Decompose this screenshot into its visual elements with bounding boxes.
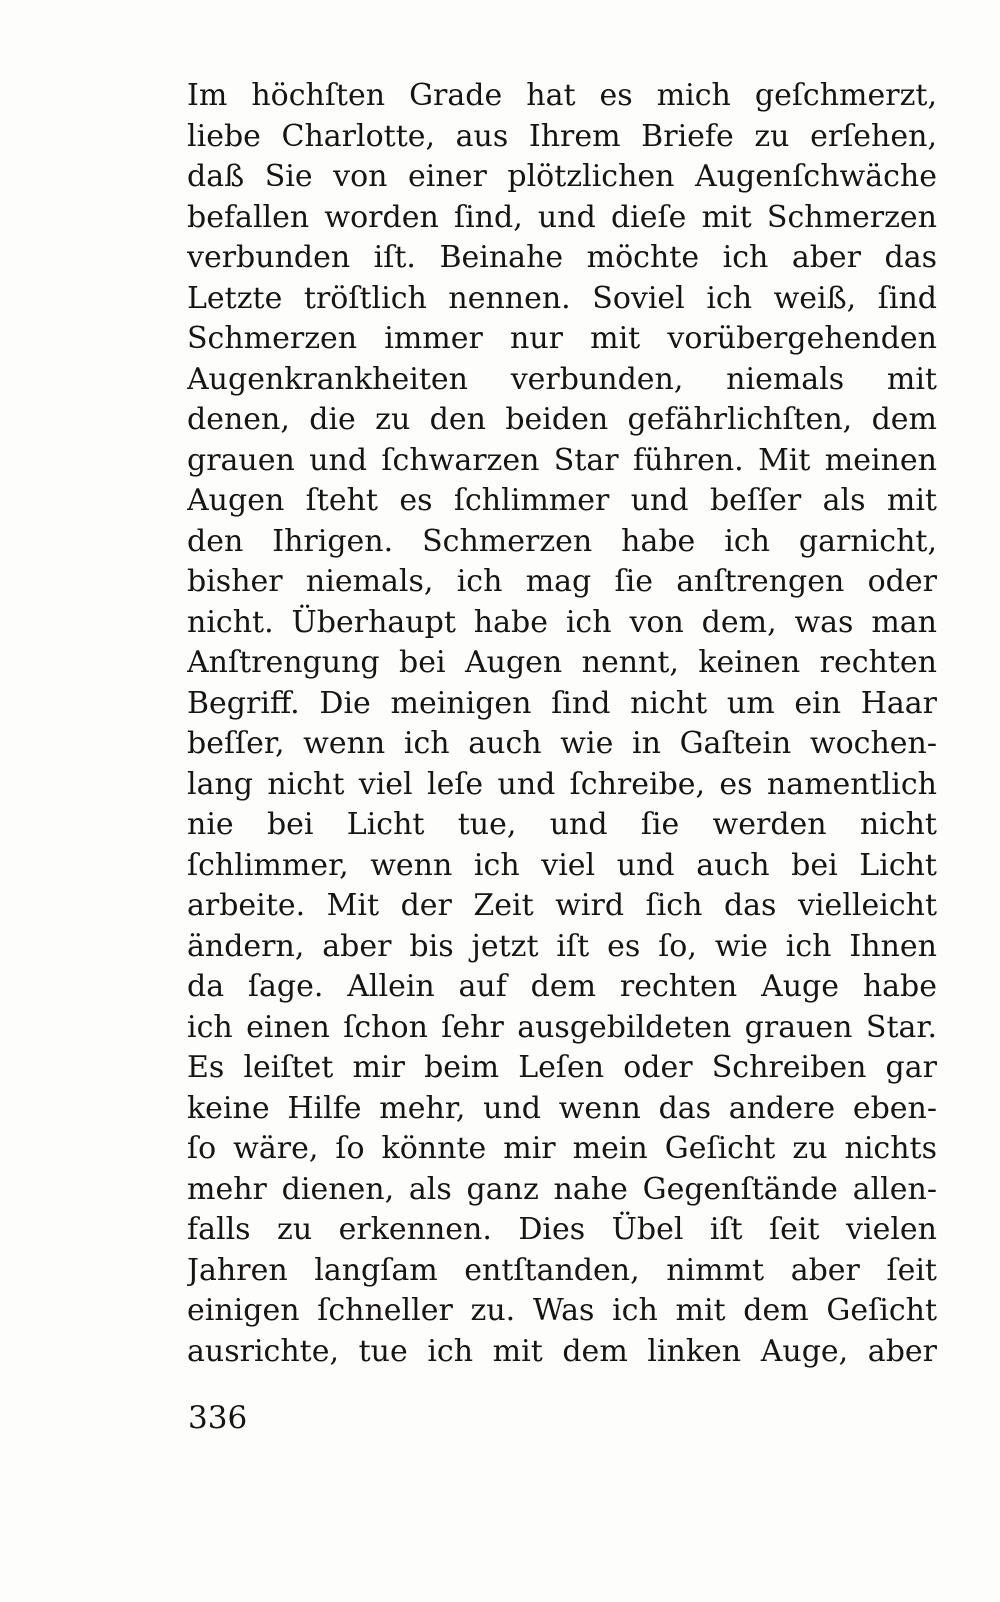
text-line: einigen ſchneller zu. Was ich mit dem Geſicht <box>187 1293 937 1328</box>
page-number: 336 <box>188 1400 248 1436</box>
text-line: nie bei Licht tue, und ſie werden nicht <box>187 807 937 842</box>
text-line: ich einen ſchon ſehr ausgebildeten grauen Star. <box>187 1009 937 1045</box>
text-line: befallen worden ſind, und dieſe mit Schmerzen <box>187 199 937 235</box>
text-line: verbunden iſt. Beinahe möchte ich aber das <box>187 240 937 275</box>
text-line: Letzte tröſtlich nennen. Soviel ich weiß, ſind <box>187 280 937 316</box>
text-line: Augenkrankheiten verbunden, niemals mit <box>187 361 937 397</box>
text-line: ändern, aber bis jetzt iſt es ſo, wie ich Ihnen <box>187 928 937 964</box>
letter-text-block <box>187 76 937 1372</box>
text-line: grauen und ſchwarzen Star führen. Mit meinen <box>187 442 937 478</box>
text-line: ſo wäre, ſo könnte mir mein Geſicht zu nichts <box>187 1131 937 1166</box>
text-line: Augen ſteht es ſchlimmer und beſſer als mit <box>187 483 937 518</box>
text-line: Jahren langſam entſtanden, nimmt aber ſeit <box>187 1252 937 1288</box>
text-line: Begriff. Die meinigen ſind nicht um ein Haar <box>187 685 937 721</box>
text-line: den Ihrigen. Schmerzen habe ich garnicht, <box>187 523 937 559</box>
text-line: Es leiſtet mir beim Leſen oder Schreiben gar <box>187 1050 937 1085</box>
text-line: mehr dienen, als ganz nahe Gegenſtände allen- <box>187 1171 937 1207</box>
text-line: beſſer, wenn ich auch wie in Gaſtein wochen- <box>187 726 937 761</box>
text-line: bisher niemals, ich mag ſie anſtrengen oder <box>187 564 937 599</box>
text-line: ausrichte, tue ich mit dem linken Auge, aber <box>187 1333 937 1369</box>
text-line: denen, die zu den beiden gefährlichſten, dem <box>187 402 937 437</box>
text-line: arbeite. Mit der Zeit wird ſich das vielleicht <box>187 888 937 923</box>
text-line: falls zu erkennen. Dies Übel iſt ſeit vielen <box>187 1212 937 1247</box>
text-line: keine Hilfe mehr, und wenn das andere eben- <box>187 1090 937 1126</box>
text-line: nicht. Überhaupt habe ich von dem, was man <box>187 604 937 640</box>
text-line: Schmerzen immer nur mit vorübergehenden <box>187 321 937 356</box>
text-line: Im höchſten Grade hat es mich geſchmerzt, <box>187 78 937 113</box>
text-line: daß Sie von einer plötzlichen Augenſchwäche <box>187 159 937 194</box>
text-line: Anſtrengung bei Augen nennt, keinen rechten <box>187 645 937 680</box>
text-line: da ſage. Allein auf dem rechten Auge habe <box>187 969 937 1004</box>
text-line: liebe Charlotte, aus Ihrem Briefe zu erſehen, <box>187 118 937 154</box>
text-line: ſchlimmer, wenn ich viel und auch bei Licht <box>187 847 937 883</box>
text-line: lang nicht viel leſe und ſchreibe, es namentlich <box>187 766 937 802</box>
